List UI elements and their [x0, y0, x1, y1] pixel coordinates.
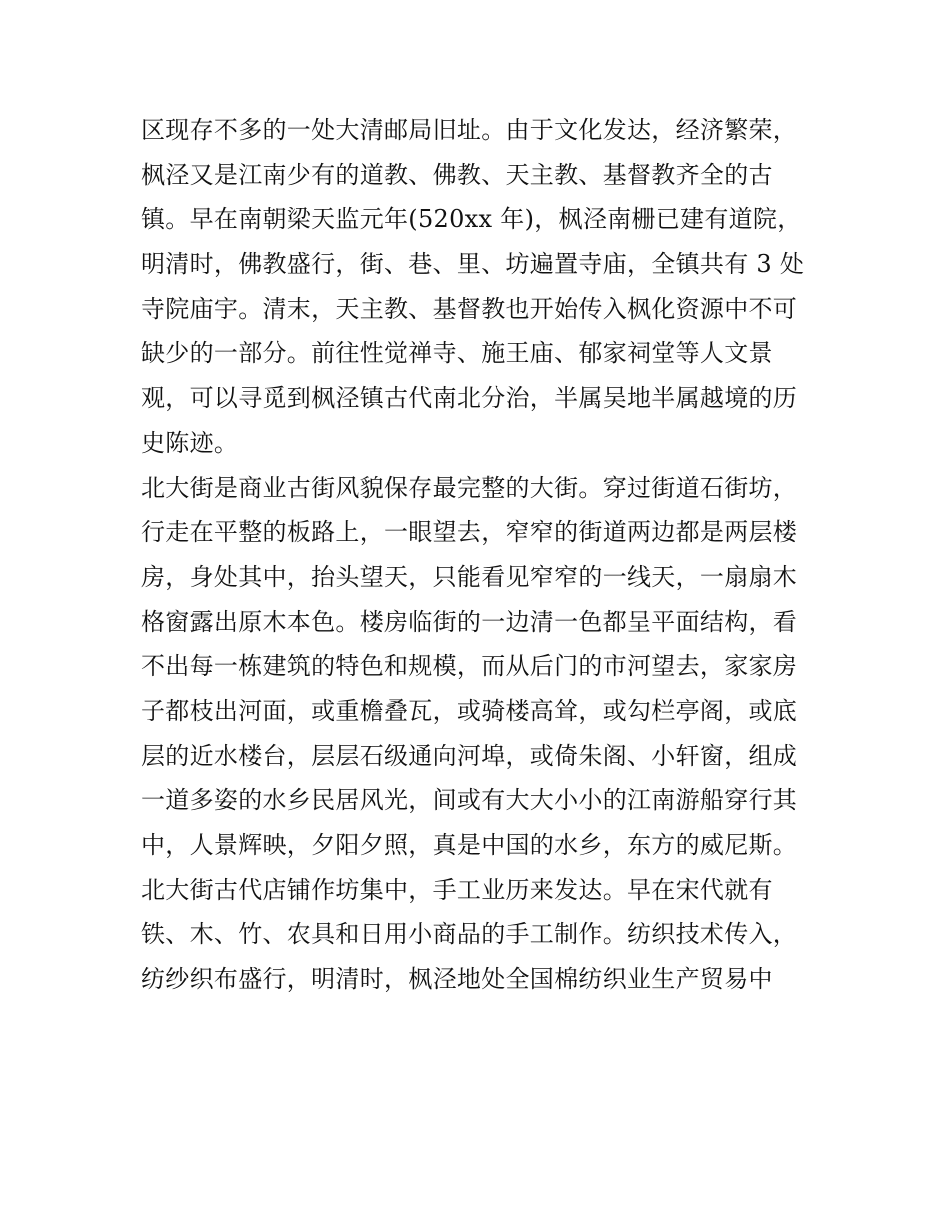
text-line: 格窗露出原木本色。楼房临街的一边清一色都呈平面结构，看: [141, 607, 798, 636]
text-line: 房，身处其中，抬头望天，只能看见窄窄的一线天，一扇扇木: [141, 562, 798, 591]
text-line: 缺少的一部分。前往性觉禅寺、施王庙、郁家祠堂等人文景: [141, 339, 773, 368]
text-line: 区现存不多的一处大清邮局旧址。由于文化发达，经济繁荣，: [141, 116, 798, 144]
text-line: 中，人景辉映，夕阳夕照，真是中国的水乡，东方的威尼斯。: [141, 831, 798, 859]
text-line: 明清时，佛教盛行，街、巷、里、坊遍置寺庙，全镇共有 3 处: [141, 250, 805, 279]
text-line: 史陈迹。: [141, 428, 239, 457]
text-line: 子都枝出河面，或重檐叠瓦，或骑楼高耸，或勾栏亭阁，或底: [141, 696, 798, 725]
text-line: 一道多姿的水乡民居风光，间或有大大小小的江南游船穿行其: [141, 786, 798, 815]
text-line: 不出每一栋建筑的特色和规模，而从后门的市河望去，家家房: [141, 652, 798, 681]
text-line: 层的近水楼台，层层石级通向河埠，或倚朱阁、小轩窗，组成: [141, 741, 798, 770]
text-line: 北大街是商业古街风貌保存最完整的大街。穿过街道石街坊，: [141, 473, 798, 502]
text-line: 纺纱织布盛行，明清时，枫泾地处全国棉纺织业生产贸易中: [141, 965, 773, 994]
text-line: 镇。早在南朝梁天监元年(520xx 年)，枫泾南栅已建有道院，: [141, 205, 802, 234]
text-line: 铁、木、竹、农具和日用小商品的手工制作。纺织技术传入，: [141, 920, 798, 949]
text-line: 北大街古代店铺作坊集中，手工业历来发达。早在宋代就有: [141, 875, 773, 904]
text-line: 寺院庙宇。清末，天主教、基督教也开始传入枫化资源中不可: [141, 294, 798, 323]
body-text: [141, 108, 821, 1002]
text-line: 枫泾又是江南少有的道教、佛教、天主教、基督教齐全的古: [141, 160, 773, 189]
text-line: 行走在平整的板路上，一眼望去，窄窄的街道两边都是两层楼: [141, 518, 798, 547]
text-line: 观，可以寻觅到枫泾镇古代南北分治，半属吴地半属越境的历: [141, 384, 798, 413]
